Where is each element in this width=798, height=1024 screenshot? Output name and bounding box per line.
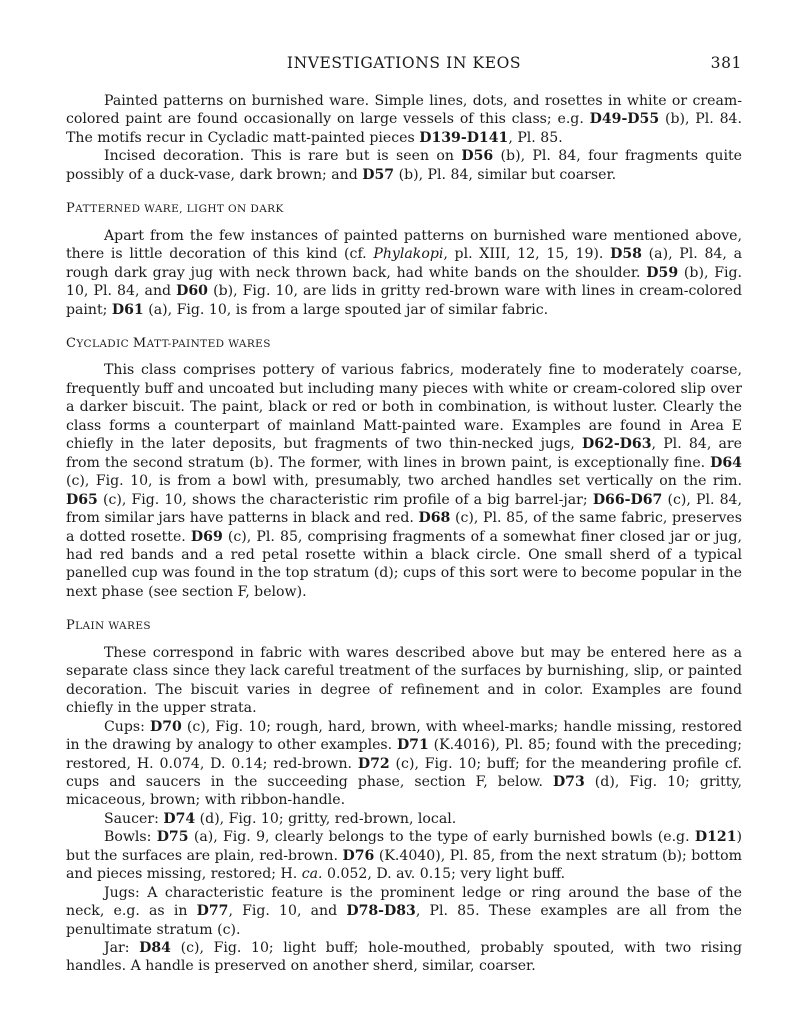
catalogue-ref: D139-D141	[419, 129, 509, 146]
catalogue-ref: D77	[196, 903, 229, 920]
paragraph-cycladic: This class comprises pottery of various fabrics, moderately fine to moderately coarse, frequently buff and uncoated but including many pieces with white or cream-colored slip over a darker biscuit. The paint, black or red or both in combination, is without luster. Clearly the class forms a counterpart of mainland Matt-painted ware. Examples are found in Area E chiefly in the later deposits, but fragments of two thin-necked jugs, D62-D63, Pl. 84, are from the second stratum (b). The former, with lines in brown paint, is exceptionally fine. D64 (c), Fig. 10, is from a bowl with, presumably, two arched handles set vertically on the rim. D65 (c), Fig. 10, shows the characteristic rim profile of a big barrel-jar; D66-D67 (c), Pl. 84, from similar jars have patterns in black and red. D68 (c), Pl. 85, of the same fabric, preserves a dotted rosette. D69 (c), Pl. 85, comprising fragments of a somewhat finer closed jar or jug, had red bands and a red petal rosette within a black circle. One small sherd of a typical panelled cup was found in the top stratum (d); cups of this sort were to become popular in the next phase (see section F, below).	[66, 362, 742, 600]
catalogue-ref: D84	[139, 940, 171, 957]
catalogue-ref: D76	[342, 847, 375, 864]
section-heading-patterned-ware: PATTERNED WARE, LIGHT ON DARK	[66, 201, 284, 217]
page-number: 381	[710, 54, 742, 72]
catalogue-ref: D75	[156, 829, 189, 846]
catalogue-ref: D68	[418, 510, 451, 527]
catalogue-ref: D59	[646, 264, 679, 281]
catalogue-ref: D74	[163, 810, 196, 827]
catalogue-ref: D69	[190, 528, 223, 545]
page	[66, 54, 742, 976]
paragraph-painted-patterns: Painted patterns on burnished ware. Simple lines, dots, and rosettes in white or cream-colored paint are found occasionally on large vessels of this class; e.g. D49-D55 (b), Pl. 84. The motifs recur in Cycladic matt-painted pieces D139-D141, Pl. 85.	[66, 93, 742, 146]
catalogue-ref: D66-D67	[592, 491, 663, 508]
paragraph-saucer: Saucer: D74 (d), Fig. 10; gritty, red-brown, local.	[104, 810, 457, 827]
catalogue-ref: D61	[111, 301, 144, 318]
catalogue-ref: D71	[396, 737, 429, 754]
catalogue-ref: D60	[176, 283, 208, 300]
paragraph-patterned-ware: Apart from the few instances of painted patterns on burnished ware mentioned above, there is little decoration of this kind (cf. Phylakopi, pl. XIII, 12, 15, 19). D58 (a), Pl. 84, a rough dark gray jug with neck thrown back, had white bands on the shoulder. D59 (b), Fig. 10, Pl. 84, and D60 (b), Fig. 10, are lids in gritty red-brown ware with lines in cream-colored paint; D61 (a), Fig. 10, is from a large spouted jar of similar fabric.	[66, 227, 743, 318]
running-head	[66, 54, 742, 82]
catalogue-ref: D72	[357, 755, 390, 772]
catalogue-ref: D49-D55	[589, 111, 660, 128]
catalogue-ref: D57	[362, 166, 395, 183]
catalogue-ref: D58	[610, 246, 642, 263]
section-heading-plain-wares: PLAIN WARES	[66, 618, 152, 634]
catalogue-ref: D78-D83	[346, 903, 416, 920]
paragraph-jugs: Jugs: A characteristic feature is the prominent ledge or ring around the base of the neck, e.g. as in D77, Fig. 10, and D78-D83, Pl. 85. These examples are all from the penultimate stratum (c).	[66, 884, 742, 938]
paragraph-jar: Jar: D84 (c), Fig. 10; light buff; hole-mouthed, probably spouted, with two rising handles. A handle is preserved on another sherd, similar, coarser.	[66, 940, 742, 975]
paragraph-plain-intro: These correspond in fabric with wares described above but may be entered here as a separate class since they lack careful treatment of the surfaces by burnishing, slip, or painted decoration. The biscuit varies in degree of refinement and in color. Examples are found chiefly in the upper strata.	[66, 644, 742, 717]
catalogue-ref: D64	[710, 454, 742, 471]
catalogue-ref: D73	[552, 773, 585, 790]
catalogue-ref: D65	[66, 491, 98, 508]
section-heading-cycladic: CYCLADIC MATT-PAINTED WARES	[66, 335, 271, 351]
catalogue-ref: D70	[149, 718, 182, 735]
paragraph-incised-decoration: Incised decoration. This is rare but is seen on D56 (b), Pl. 84, four fragments quite possibly of a duck-vase, dark brown; and D57 (b), Pl. 84, similar but coarser.	[66, 148, 742, 183]
catalogue-ref: D62-D63	[581, 436, 652, 453]
paragraph-bowls: Bowls: D75 (a), Fig. 9, clearly belongs to the type of early burnished bowls (e.g. D121) but the surfaces are plain, red-brown. D76 (K.4040), Pl. 85, from the next stratum (b); bottom and pieces missing, restored; H. ca. 0.052, D. av. 0.15; very light buff.	[66, 829, 743, 883]
paragraph-cups: Cups: D70 (c), Fig. 10; rough, hard, brown, with wheel-marks; handle missing, restored in the drawing by analogy to other examples. D71 (K.4016), Pl. 85; found with the preceding; restored, H. 0.074, D. 0.14; red-brown. D72 (c), Fig. 10; buff; for the meandering profile cf. cups and saucers in the succeeding phase, section F, below. D73 (d), Fig. 10; gritty, micaceous, brown; with ribbon-handle.	[66, 718, 743, 809]
catalogue-ref: D56	[461, 148, 494, 165]
running-title: INVESTIGATIONS IN KEOS	[286, 54, 522, 72]
catalogue-ref: D121	[694, 829, 737, 846]
